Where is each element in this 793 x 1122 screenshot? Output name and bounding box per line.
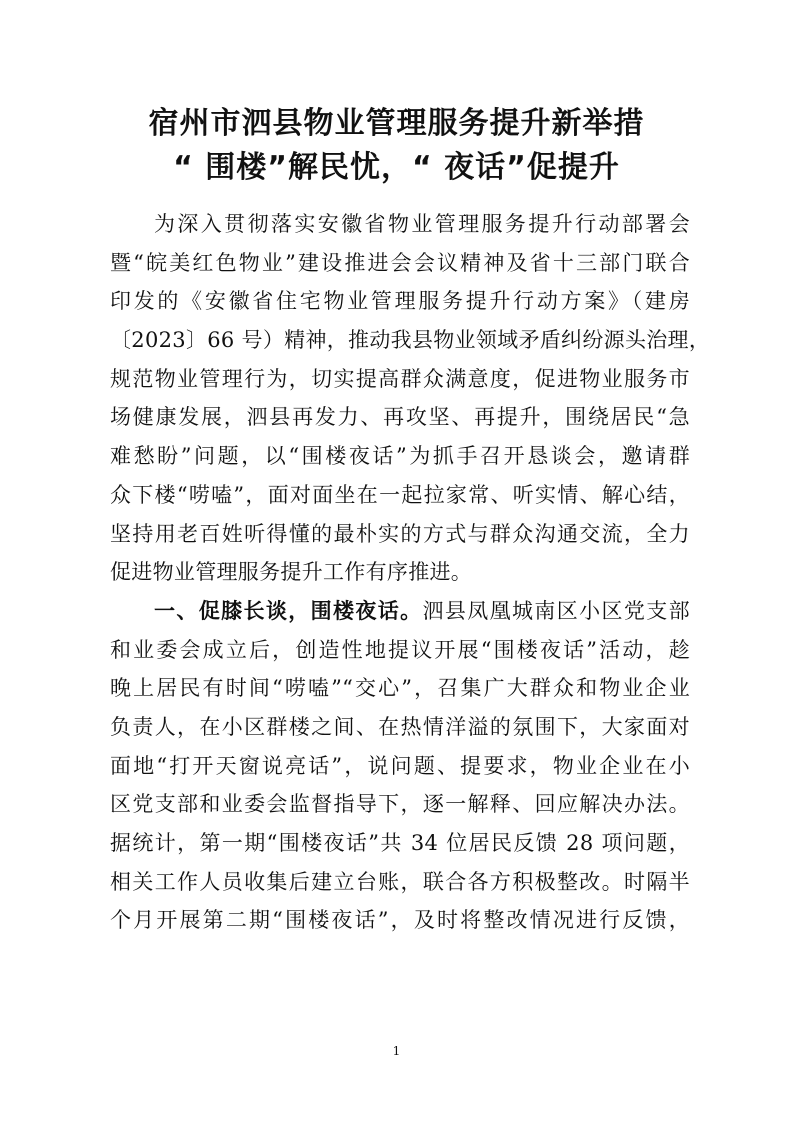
paragraph-1-line: 难愁盼”问题，以“围楼夜话”为抓手召开恳谈会，邀请群 [110, 444, 690, 469]
section-1-line: 区党支部和业委会监督指导下，逐一解释、回应解决办法。 [110, 792, 690, 817]
paragraph-1-line: 印发的《安徽省住宅物业管理服务提升行动方案》（建房 [110, 289, 690, 314]
document-title-line-1: 宿州市泗县物业管理服务提升新举措 [148, 106, 645, 141]
paragraph-1-line: 为深入贯彻落实安徽省物业管理服务提升行动部署会 [154, 212, 690, 236]
section-1-line: 晚上居民有时间“唠嗑”“交心”，召集广大群众和物业企业 [110, 676, 690, 701]
section-1-first-line-text: 泗县凤凰城南区小区党支部 [422, 598, 690, 623]
paragraph-1-line: 场健康发展，泗县再发力、再攻坚、再提升，围绕居民“急 [110, 405, 690, 430]
document-body [110, 205, 711, 940]
section-1-line: 个月开展第二期“围楼夜话”，及时将整改情况进行反馈， [110, 908, 690, 933]
paragraph-1-line: 促进物业管理服务提升工作有序推进。 [110, 560, 473, 585]
section-1-line: 面地“打开天窗说亮话”，说问题、提要求，物业企业在小 [110, 753, 690, 778]
section-1-line: 据统计，第一期“围楼夜话”共 34 位居民反馈 28 项问题， [110, 831, 690, 855]
section-1-line: 和业委会成立后，创造性地提议开展“围楼夜话”活动，趁 [110, 637, 690, 662]
paragraph-1-line: 暨“皖美红色物业”建设推进会会议精神及省十三部门联合 [110, 250, 690, 275]
section-1-line: 相关工作人员收集后建立台账，联合各方积极整改。时隔半 [110, 869, 690, 894]
section-1-heading: 一、促膝长谈，围楼夜话。 [154, 598, 423, 623]
section-1-first-line [110, 592, 690, 631]
paragraph-1-line: 〔2023〕66 号）精神，推动我县物业领域矛盾纠纷源头治理， [110, 328, 711, 353]
paragraph-1-line: 众下楼“唠嗑”，面对面坐在一起拉家常、听实情、解心结， [110, 482, 690, 507]
document-title-line-2: “ 围楼”解民忧，“ 夜话”促提升 [173, 150, 620, 185]
page-number: 1 [392, 1044, 401, 1058]
paragraph-1-line: 规范物业管理行为，切实提高群众满意度，促进物业服务市 [110, 366, 690, 391]
section-1-line: 负责人，在小区群楼之间、在热情洋溢的氛围下，大家面对 [110, 714, 690, 739]
paragraph-1-line: 坚持用老百姓听得懂的最朴实的方式与群众沟通交流，全力 [110, 521, 690, 546]
